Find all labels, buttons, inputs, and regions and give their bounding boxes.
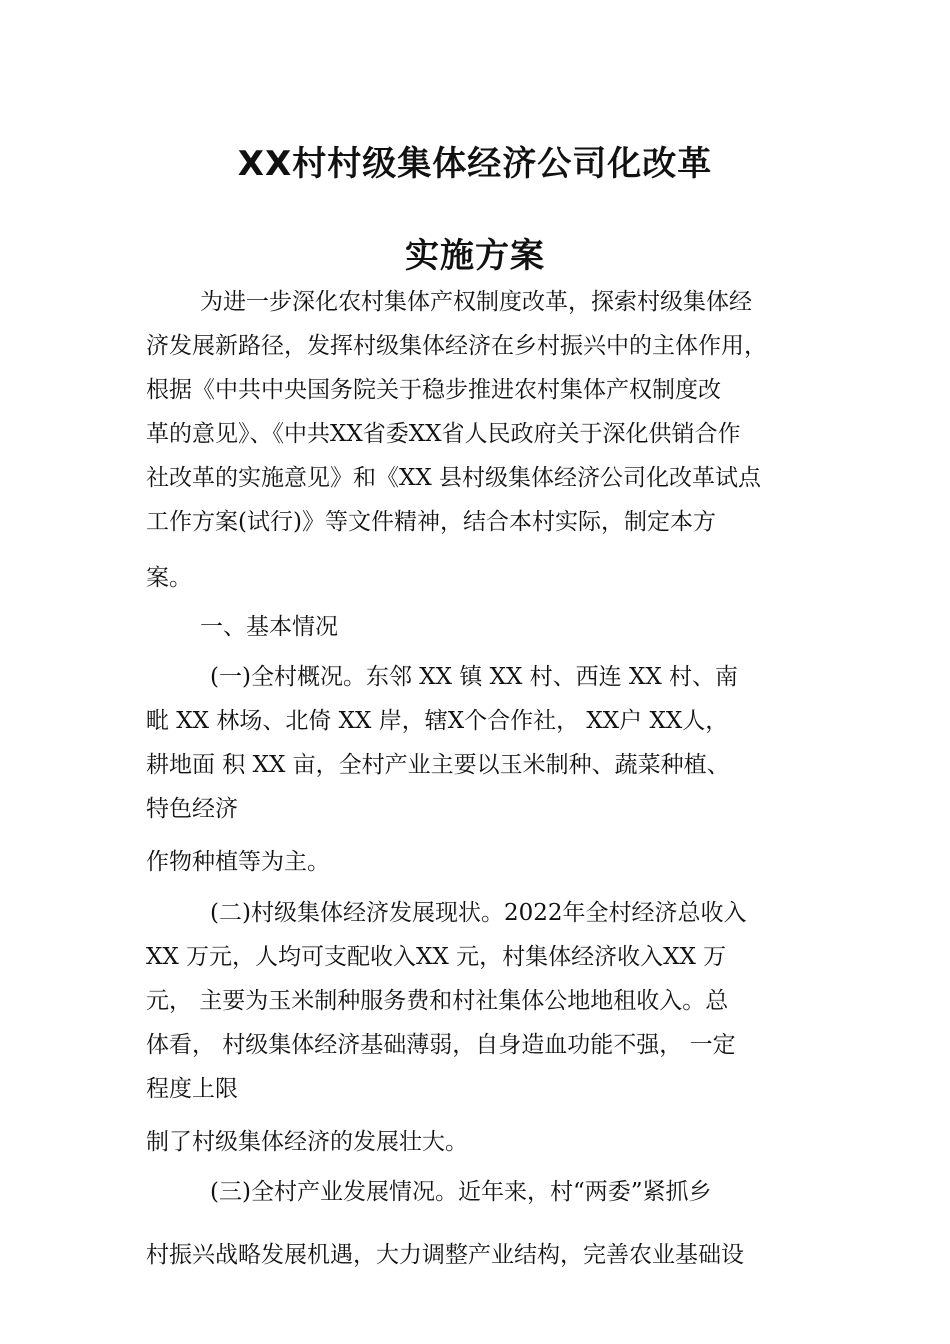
paragraph-line: 济发展新路径，发挥村级集体经济在乡村振兴中的主体作用， xyxy=(146,333,767,359)
paragraph-line: 制了村级集体经济的发展壮大。 xyxy=(146,1129,468,1155)
paragraph-line: 毗 XX 林场、北倚 XX 岸，辖X个合作社， XX户 XX人， xyxy=(146,708,729,734)
document-title-line-2: 实施方案 xyxy=(405,236,545,276)
paragraph-line: 根据《中共中央国务院关于稳步推进农村集体产权制度改 xyxy=(146,377,721,403)
paragraph-line: XX 万元，人均可支配收入XX 元，村集体经济收入XX 万 xyxy=(146,944,727,970)
document-title-line-1: XX村村级集体经济公司化改革 xyxy=(237,144,713,184)
paragraph-line: 案。 xyxy=(146,565,192,591)
paragraph-line: 为进一步深化农村集体产权制度改革，探索村级集体经 xyxy=(200,289,752,315)
paragraph-line: 特色经济 xyxy=(146,796,238,822)
paragraph-line: 程度上限 xyxy=(146,1076,238,1102)
paragraph-line: (一)全村概况。东邻 XX 镇 XX 村、西连 XX 村、南 xyxy=(210,664,739,690)
paragraph-line: 革的意见》、《中共XX省委XX省人民政府关于深化供销合作 xyxy=(146,421,741,447)
paragraph-line: (三)全村产业发展情况。近年来，村“两委”紧抓乡 xyxy=(210,1179,712,1205)
section-heading: 一、基本情况 xyxy=(200,614,338,640)
paragraph-line: 耕地面 积 XX 亩，全村产业主要以玉米制种、蔬菜种植、 xyxy=(146,752,730,778)
paragraph-line: 工作方案(试行)》等文件精神，结合本村实际，制定本方 xyxy=(146,509,716,535)
paragraph-line: 元， 主要为玉米制种服务费和村社集体公地地租收入。总 xyxy=(146,988,729,1014)
paragraph-line: 体看， 村级集体经济基础薄弱，自身造血功能不强， 一定 xyxy=(146,1032,736,1058)
paragraph-line: 社改革的实施意见》和《XX 县村级集体经济公司化改革试点 xyxy=(146,465,762,491)
paragraph-line: 作物种植等为主。 xyxy=(146,849,330,875)
paragraph-line: 村振兴战略发展机遇，大力调整产业结构，完善农业基础设 xyxy=(146,1242,744,1268)
paragraph-line: (二)村级集体经济发展现状。2022年全村经济总收入 xyxy=(210,900,747,926)
